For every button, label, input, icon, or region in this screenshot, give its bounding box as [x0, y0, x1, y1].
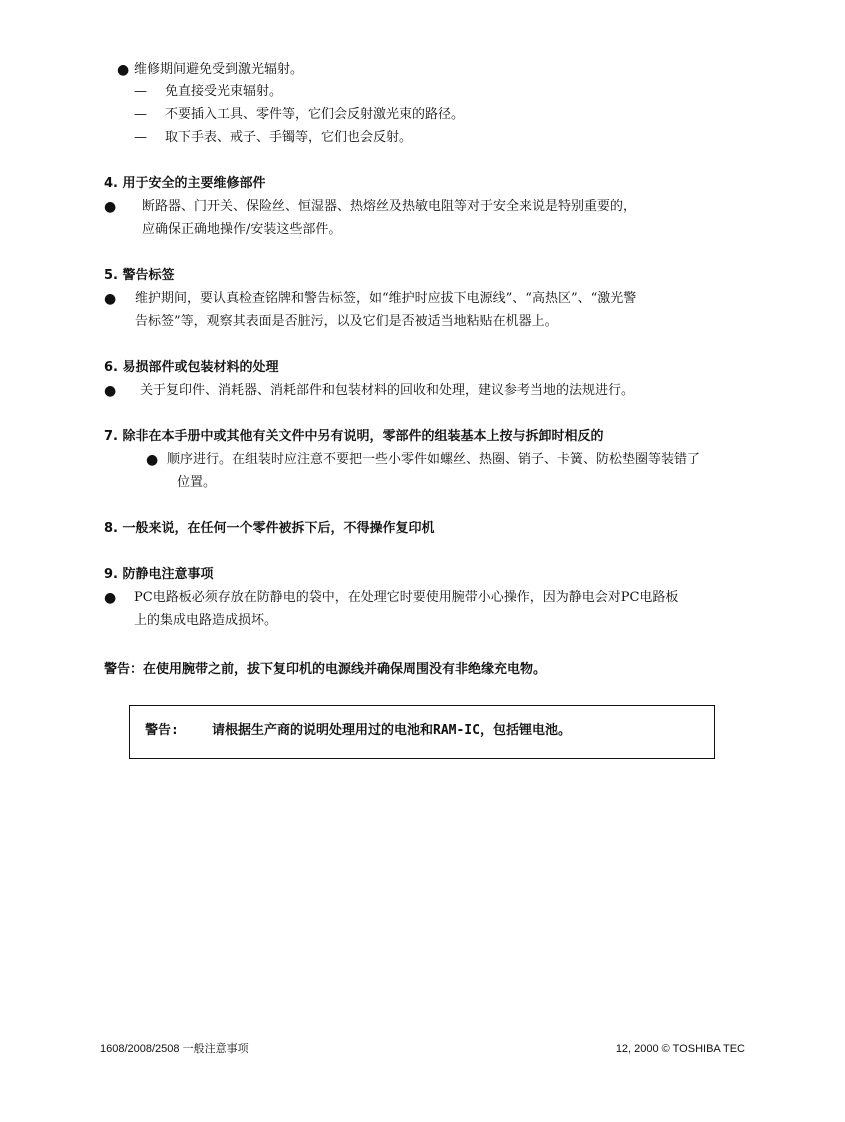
section-heading-6: 6. 易损部件或包装材料的处理: [104, 360, 279, 375]
footer-right: 12, 2000 © TOSHIBA TEC: [615, 1043, 745, 1055]
section-5-text: 告标签”等，观察其表面是否脏污，以及它们是否被适当地粘贴在机器上。: [135, 314, 558, 329]
bullet-icon: ●: [117, 62, 130, 78]
section-5-text: 维护期间，要认真检查铭牌和警告标签，如“维护时应拔下电源线”、“高热区”、“激光警: [135, 291, 637, 306]
bullet-icon: ●: [104, 383, 117, 399]
section-heading-9: 9. 防静电注意事项: [104, 567, 214, 582]
dash-icon: —: [134, 84, 147, 99]
section-7-text: 顺序进行。在组装时应注意不要把一些小零件如螺丝、热圈、销子、卡簧、防松垫圈等装错了: [167, 452, 701, 467]
dash-icon: —: [134, 107, 147, 122]
footer-left: 1608/2008/2508 一般注意事项: [100, 1043, 249, 1055]
laser-item: 不要插入工具、零件等，它们会反射激光束的路径。: [165, 107, 465, 122]
section-heading-5: 5. 警告标签: [104, 268, 175, 283]
section-9-text: PC电路板必须存放在防静电的袋中，在处理它时要使用腕带小心操作，因为静电会对PC电路板: [134, 590, 679, 605]
section-4-text: 断路器、门开关、保险丝、恒湿器、热熔丝及热敏电阻等对于安全来说是特别重要的，: [142, 199, 637, 214]
section-heading-4: 4. 用于安全的主要维修部件: [104, 176, 266, 191]
warning-box-text: 请根据生产商的说明处理用过的电池和RAM-IC，包括锂电池。: [212, 723, 571, 738]
bullet-icon: ●: [104, 199, 117, 215]
warning-text: 警告：在使用腕带之前，拔下复印机的电源线并确保周围没有非绝缘充电物。: [104, 662, 547, 677]
section-heading-7: 7. 除非在本手册中或其他有关文件中另有说明，零部件的组装基本上按与拆卸时相反的: [104, 429, 604, 444]
dash-icon: —: [134, 130, 147, 145]
laser-item: 取下手表、戒子、手镯等，它们也会反射。: [165, 130, 413, 145]
section-7-text: 位置。: [177, 475, 217, 490]
laser-intro: 维修期间避免受到激光辐射。: [134, 62, 304, 77]
section-6-text: 关于复印件、消耗器、消耗部件和包装材料的回收和处理，建议参考当地的法规进行。: [140, 383, 635, 398]
section-9-text: 上的集成电路造成损坏。: [134, 613, 278, 628]
warning-box-label: 警告:: [145, 723, 179, 738]
laser-item: 免直接受光束辐射。: [165, 84, 283, 99]
bullet-icon: ●: [146, 452, 159, 468]
bullet-icon: ●: [104, 590, 117, 606]
section-heading-8: 8. 一般来说，在任何一个零件被拆下后，不得操作复印机: [104, 521, 435, 536]
bullet-icon: ●: [104, 291, 117, 307]
section-4-text: 应确保正确地操作/安装这些部件。: [142, 222, 342, 237]
warning-box: [129, 705, 715, 759]
